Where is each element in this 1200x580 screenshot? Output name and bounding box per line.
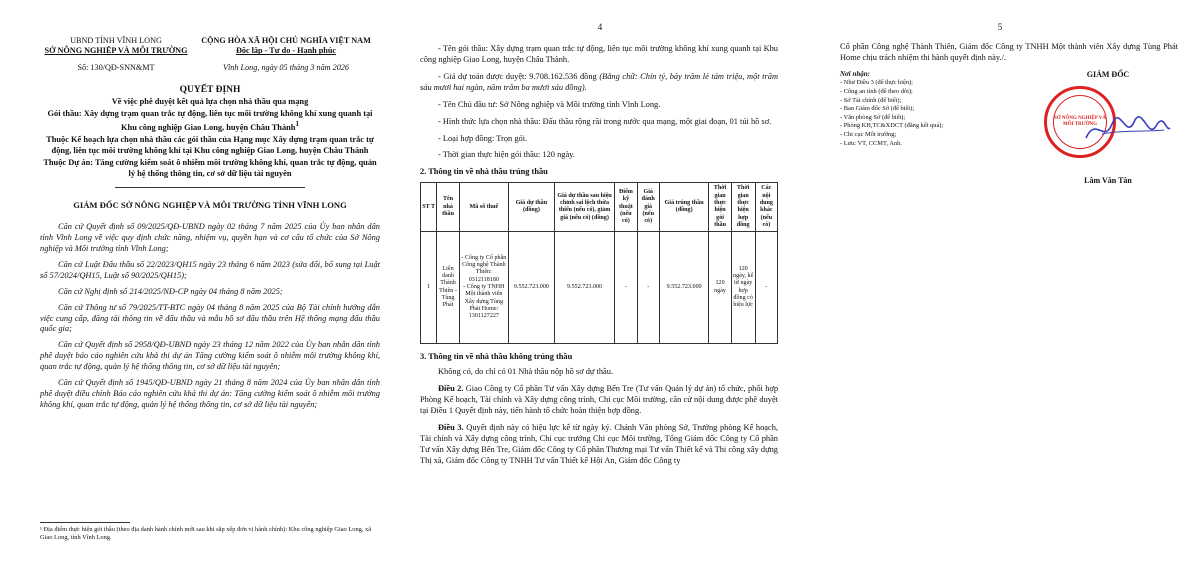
seal-text: SỞ NÔNG NGHIỆP VÀ MÔI TRƯỜNG (1054, 116, 1106, 127)
article-3-continued: Cổ phần Công nghệ Thành Thiên, Giám đốc Công ty TNHH Một thành viên Xây dựng Tùng Phát Home chịu trách nhiệm thi hành quyết định này./. (840, 42, 1178, 62)
package-info-item: - Tên gói thầu: Xây dựng trạm quan trắc tự động, liên tục môi trường không khí xung quanh tại Khu công nghiệp Giao Long, huyện Châu Thành. (420, 44, 778, 64)
recipient-item: - Như Điều 3 (để thực hiện); (840, 79, 913, 87)
plan-name: Thuộc Kế hoạch lựa chọn nhà thầu các gói thầu của Hạng mục Xây dựng trạm quan trắc tự động, liên tục môi trường không khí tại Khu công nghiệp Giao Long, huyện Châu Thành (46, 135, 374, 155)
package-info-item: - Giá dự toán được duyệt: 9.708.162.536 đồng (Bằng chữ: Chín tỷ, bảy trăm lẻ tám triệu, một trăm sáu mươi hai ngàn, năm trăm ba mươi sáu đồng). (420, 71, 778, 92)
package-info-item: - Hình thức lựa chọn nhà thầu: Đấu thầu rộng rãi trong nước qua mạng, một giai đoạn, 01 túi hồ sơ. (438, 116, 772, 126)
section-3-text: Không có, do chỉ có 01 Nhà thầu nộp hồ sơ dự thầu. (438, 367, 614, 377)
recipients-title: Nơi nhận: (840, 69, 871, 78)
package-name: Gói thầu: Xây dựng trạm quan trắc tự động, liên tục môi trường không khí xung quanh tại Khu công nghiệp Giao Long, huyện Châu Thành$^1$ (47, 109, 373, 132)
national-title: CỘNG HÒA XÃ HỘI CHỦ NGHĨA VIỆT NAM (201, 36, 371, 45)
table-cell: - (755, 232, 777, 344)
article-2-label: Điều 2. (438, 384, 464, 394)
recipients-list (840, 70, 1015, 200)
document-header (40, 36, 380, 73)
recipient-item: - Sở Tài chính (để biết); (840, 96, 902, 104)
table-cell: 9.552.723.000 (508, 232, 554, 344)
package-info-item: - Tên Chủ đầu tư: Sở Nông nghiệp và Môi trường tỉnh Vĩnh Long. (438, 99, 661, 109)
footnote-text: ¹ Địa điểm thực hiện gói thầu (theo địa danh hành chính mới sau khi sắp xếp đơn vị hành chính): Khu công nghiệp Giao Long, xã Giao Long, tỉnh Vĩnh Long. (40, 526, 372, 542)
place-date: Vĩnh Long, ngày 05 tháng 3 năm 2026 (223, 62, 349, 72)
table-row (421, 232, 778, 344)
table-header-row (421, 183, 778, 232)
project-name: Thuộc Dự án: Tăng cường kiểm soát ô nhiễm môi trường không khí, quan trắc tự động, quản lý hệ thống thông tin, cơ sở dữ liệu tài nguyên (43, 158, 377, 178)
amount-in-words: (Bằng chữ: Chín tỷ, bảy trăm lẻ tám triệu, một trăm sáu mươi hai ngàn, năm trăm ba mươi sáu đồng). (420, 71, 778, 92)
section-2-heading: 2. Thông tin về nhà thầu trúng thầu (420, 167, 548, 177)
table-header: Các nội dung khác (nếu có) (755, 183, 777, 232)
signer-name: Lâm Văn Tân (1084, 175, 1132, 185)
table-header: Mã số thuế (459, 183, 508, 232)
table-header: ST T (421, 183, 437, 232)
handwritten-signature (1082, 110, 1172, 150)
section-3-heading: 3. Thông tin về nhà thầu không trúng thầu (420, 352, 573, 362)
article-2 (420, 384, 778, 417)
decision-subject: Về việc phê duyệt kết quả lựa chọn nhà thầu qua mạng (111, 96, 309, 106)
title-divider (115, 187, 305, 188)
recipient-item: - Văn phòng Sở (để biết); (840, 113, 906, 121)
table-cell: 120 ngày (709, 232, 731, 344)
legal-basis: Căn cứ Thông tư số 79/2025/TT-BTC ngày 04 tháng 8 năm 2025 của Bộ Tài chính hướng dẫn việc cung cấp, đăng tải thông tin về đấu thầu và mẫu hồ sơ đấu thầu trên Hệ thống mạng đấu thầu quốc gia; (40, 302, 380, 334)
footnote (40, 522, 380, 543)
legal-basis: Căn cứ Luật Đấu thầu số 22/2023/QH15 ngày 23 tháng 6 năm 2023 (sửa đổi, bổ sung tại Luật số 57/2024/QH15, Luật số 90/2025/QH15); (40, 259, 380, 280)
legal-basis: Căn cứ Nghị định số 214/2025/NĐ-CP ngày 04 tháng 8 năm 2025; (58, 286, 283, 296)
table-header: Giá dự thầu (đồng) (508, 183, 554, 232)
footnote-divider (40, 522, 130, 523)
table-cell: 9.552.723.000 (659, 232, 709, 344)
signer-title: GIÁM ĐỐC (1086, 69, 1130, 79)
table-header: Điểm kỹ thuật (nếu có) (615, 183, 637, 232)
decision-title: QUYẾT ĐỊNH (179, 84, 241, 95)
package-info-item: - Thời gian thực hiện gói thầu: 120 ngày. (438, 150, 575, 160)
page-number: 5 (997, 22, 1003, 32)
table-cell: Liên danh Thành Thiên - Tùng Phát (437, 232, 460, 344)
agency-department: SỞ NÔNG NGHIỆP VÀ MÔI TRƯỜNG (44, 46, 188, 56)
legal-basis: Căn cứ Quyết định số 2958/QĐ-UBND ngày 23 tháng 12 năm 2022 của Ủy ban nhân dân tỉnh phê duyệt báo cáo nghiên cứu khả thi dự án Tăng cường kiểm soát ô nhiễm môi trường không khí, quan trắc tự động, quản lý hệ thống thông tin, cơ sở dữ liệu tài nguyên; (40, 340, 380, 372)
table-header: Giá đánh giá (nếu có) (637, 183, 659, 232)
article-3-label: Điều 3. (438, 422, 464, 432)
table-header: Giá dự thầu sau hiệu chỉnh sai lệch thừa thiếu (nếu có), giảm giá (nếu có) (đồng) (554, 183, 614, 232)
recipient-item: - Chi cục Môi trường; (840, 131, 897, 139)
table-header: Giá trúng thầu (đồng) (659, 183, 709, 232)
recipient-item: - Lưu: VT, CCMT, Anh. (840, 139, 902, 147)
table-cell: - Công ty Cổ phần Công nghệ Thành Thiên: 0312118180 - Công ty TNHH Một thành viên Xây dựng Tùng Phát Home: 1301127227 (459, 232, 508, 344)
table-header: Thời gian thực hiện hợp đồng (731, 183, 755, 232)
page-number: 4 (597, 22, 603, 32)
recipient-item: - Phòng KH,TC&XDCT (đăng kết quả); (840, 122, 944, 130)
document-number: Số: 130/QĐ-SNN&MT (77, 62, 155, 72)
issuer-line: GIÁM ĐỐC SỞ NÔNG NGHIỆP VÀ MÔI TRƯỜNG TỈNH VĨNH LONG (73, 200, 347, 211)
page-2 (400, 0, 800, 580)
table-cell: 9.552.723.000 (554, 232, 614, 344)
article-3 (420, 423, 778, 467)
table-cell: - (615, 232, 637, 344)
recipient-item: - Ban Giám đốc Sở (để biết); (840, 105, 915, 113)
table-header: Thời gian thực hiện gói thầu (709, 183, 731, 232)
national-motto: Độc lập - Tự do - Hạnh phúc (235, 46, 337, 56)
package-info-item: - Loại hợp đồng: Trọn gói. (438, 133, 528, 143)
legal-basis: Căn cứ Quyết định số 1945/QĐ-UBND ngày 21 tháng 8 năm 2024 của Ủy ban nhân dân tỉnh phê duyệt điều chỉnh Báo cáo nghiên cứu khả thi dự án: Tăng cường kiểm soát ô nhiễm môi trường không khí, quan trắc tự động, quản lý hệ thống thông tin, cơ sở dữ liệu tài nguyên; (40, 378, 380, 409)
signature-block (1038, 70, 1178, 200)
agency-name: UBND TỈNH VĨNH LONG (70, 36, 162, 45)
footnote-ref: 1 (295, 119, 299, 128)
recipient-item: - Công an tỉnh (để theo dõi); (840, 87, 913, 95)
page-1 (0, 0, 400, 580)
page-3 (800, 0, 1200, 580)
legal-basis: Căn cứ Quyết định số 09/2025/QĐ-UBND ngày 02 tháng 7 năm 2025 của Ủy ban nhân dân tỉnh Vĩnh Long về việc quy định chức năng, nhiệm vụ, quyền hạn và cơ cấu tổ chức của Sở Nông nghiệp và Môi trường tỉnh Vĩnh Long; (40, 222, 380, 253)
table-cell: - (637, 232, 659, 344)
table-cell: 120 ngày, kể từ ngày hợp đồng có hiệu lực (731, 232, 755, 344)
table-header: Tên nhà thầu (437, 183, 460, 232)
article-3-text: Quyết định này có hiệu lực kể từ ngày ký. Chánh Văn phòng Sở, Trưởng phòng Kế hoạch, Tài chính và Xây dựng công trình, Chi cục trưởng Chi cục Môi trường, Tổng Giám đốc Công ty Cổ phần Tư vấn Xây dựng Bến Tre, Giám đốc Công ty Cổ phần Thương mại Tư vấn Thiết kế và Thi công xây dựng Thị xã, Giám đốc Công ty TNHH Tư vấn Thiết kế Hội An, Giám đốc Công ty (420, 422, 779, 465)
article-2-text: Giao Công ty Cổ phần Tư vấn Xây dựng Bến Tre (Tư vấn Quản lý dự án) tổ chức, phối hợp Phòng Kế hoạch, Tài chính và Xây dựng công trình, Chi cục Môi trường, căn cứ nội dung được phê duyệt tại Điều 1 Quyết định này, tiến hành tổ chức hoàn thiện hợp đồng. (420, 384, 779, 416)
winning-bidder-table (420, 182, 778, 344)
table-cell: 1 (421, 232, 437, 344)
